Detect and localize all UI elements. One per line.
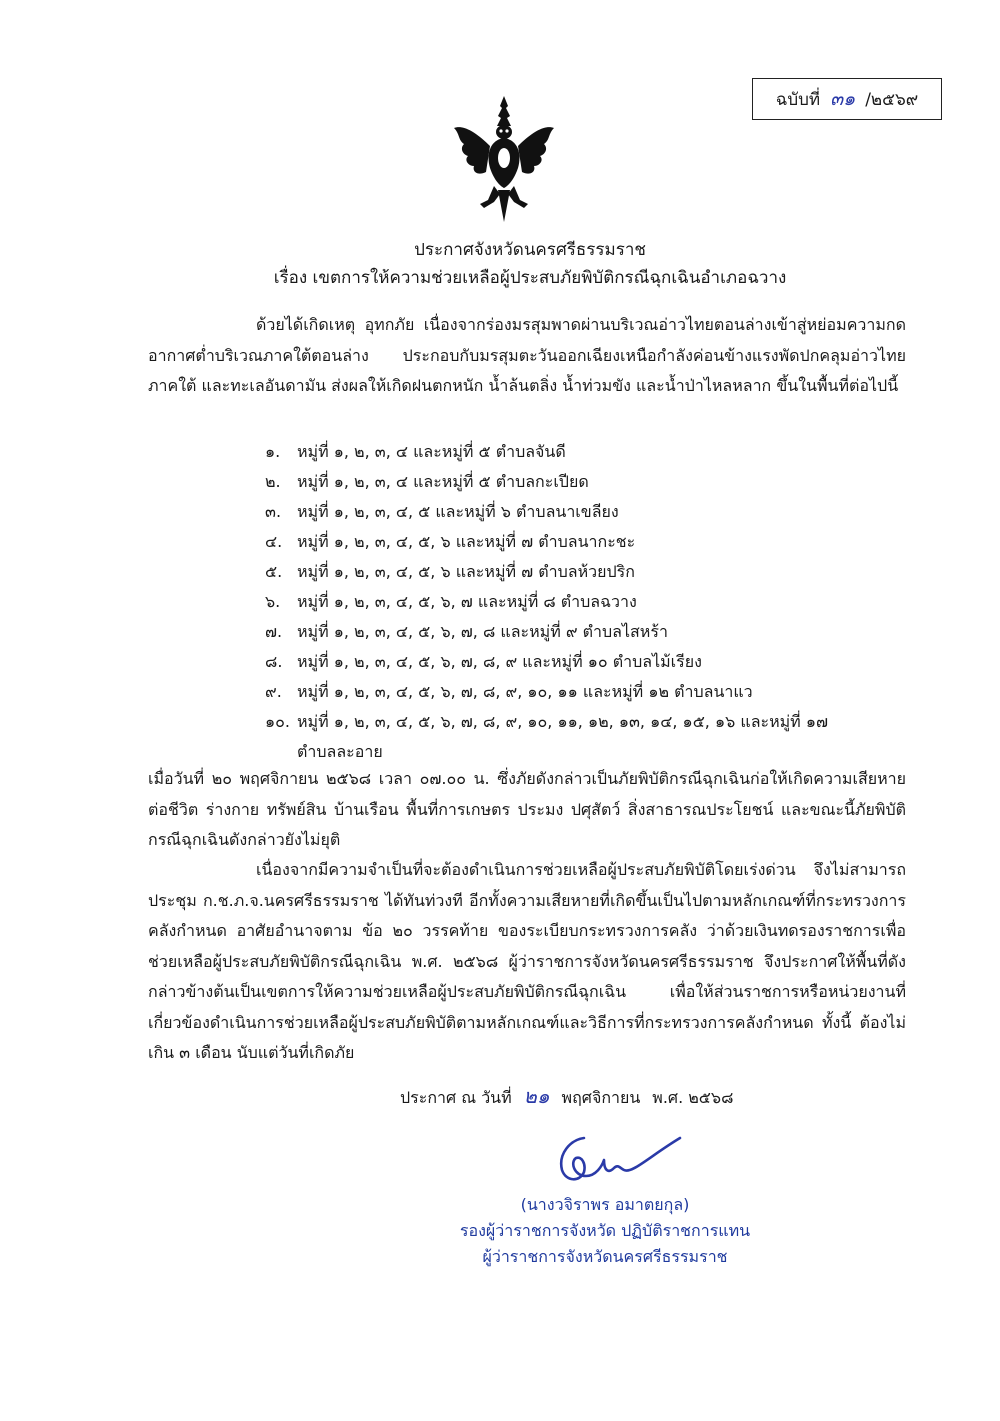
list-item bbox=[265, 647, 925, 677]
affected-area-list bbox=[265, 437, 925, 767]
list-item-number: ๙. bbox=[265, 682, 282, 701]
list-item bbox=[265, 587, 925, 617]
main-text: เนื่องจากมีความจำเป็นที่จะต้องดำเนินการช่วยเหลือผู้ประสบภัยพิบัติโดยเร่งด่วน จึงไม่สามารถประชุม ก.ช.ภ.จ.นครศรีธรรมราช ได้ทันท่วงที อีกทั้งความเสียหายที่เกิดขึ้นเป็นไปตามหลักเกณฑ์ที่กระทรวงการคลังกำหนด อาศัยอำนาจตาม ข้อ ๒๐ วรรคท้าย ของระเบียบกระทรวงการคลัง ว่าด้วยเงินทดรองราชการเพื่อช่วยเหลือผู้ประสบภัยพิบัติกรณีฉุกเฉิน พ.ศ. ๒๕๖๘ ผู้ว่าราชการจังหวัดนครศรีธรรมราช จึงประกาศให้พื้นที่ดังกล่าวข้างต้นเป็นเขตการให้ความช่วยเหลือผู้ประสบภัยพิบัติกรณีฉุกเฉิน เพื่อให้ส่วนราชการหรือหน่วยงานที่เกี่ยวข้องดำเนินการช่วยเหลือผู้ประสบภัยพิบัติตามหลักเกณฑ์และวิธีการที่กระทรวงการคลังกำหนด ทั้งนี้ ต้องไม่เกิน ๓ เดือน นับแต่วันที่เกิดภัย bbox=[148, 860, 906, 1062]
announcement-subject: เรื่อง เขตการให้ความช่วยเหลือผู้ประสบภัยพิบัติกรณีฉุกเฉินอำเภอฉวาง bbox=[273, 268, 787, 288]
list-item-text: หมู่ที่ ๑, ๒, ๓, ๔, ๕, ๖ และหมู่ที่ ๗ ตำบลนากะชะ bbox=[297, 532, 636, 551]
dateline-year: พ.ศ. ๒๕๖๘ bbox=[652, 1088, 734, 1107]
list-item bbox=[265, 617, 925, 647]
list-item bbox=[265, 707, 925, 737]
dateline-prefix: ประกาศ ณ วันที่ bbox=[400, 1088, 512, 1107]
list-item bbox=[265, 437, 925, 467]
document-number-year: /๒๕๖๙ bbox=[865, 89, 919, 110]
list-item bbox=[265, 527, 925, 557]
list-item bbox=[265, 467, 925, 497]
list-item-number: ๓. bbox=[265, 502, 282, 521]
list-item-text: หมู่ที่ ๑, ๒, ๓, ๔, ๕, ๖, ๗, ๘, ๙, ๑๐, ๑๑, ๑๒, ๑๓, ๑๔, ๑๕, ๑๖ และหมู่ที่ ๑๗ bbox=[297, 712, 828, 731]
list-item bbox=[265, 497, 925, 527]
list-item-number: ๒. bbox=[265, 472, 281, 491]
document-number-box bbox=[752, 78, 942, 120]
announcement-title: ประกาศจังหวัดนครศรีธรรมราช bbox=[414, 240, 646, 260]
list-item-number: ๖. bbox=[265, 592, 281, 611]
document-number-handwritten: ๓๑ bbox=[830, 88, 856, 110]
list-item-text: หมู่ที่ ๑, ๒, ๓, ๔, ๕, ๖ และหมู่ที่ ๗ ตำบลห้วยปริก bbox=[297, 562, 635, 581]
dateline-month: พฤศจิกายน bbox=[561, 1088, 641, 1107]
handwritten-signature bbox=[540, 1116, 690, 1196]
signer-position: รองผู้ว่าราชการจังหวัด ปฏิบัติราชการแทน bbox=[459, 1221, 751, 1240]
list-item-number: ๑๐. bbox=[265, 712, 291, 731]
list-item-text: หมู่ที่ ๑, ๒, ๓, ๔, ๕, ๖, ๗ และหมู่ที่ ๘ ตำบลฉวาง bbox=[297, 592, 637, 611]
announcement-dateline bbox=[400, 1080, 733, 1112]
list-item-number: ๑. bbox=[265, 442, 281, 461]
list-item bbox=[265, 677, 925, 707]
document-number-label: ฉบับที่ bbox=[775, 89, 821, 110]
signer-name: (นางวจิราพร อมาตยกุล) bbox=[520, 1195, 690, 1214]
list-item-number: ๗. bbox=[265, 622, 283, 641]
list-item-continuation: ตำบลละอาย bbox=[297, 742, 383, 761]
main-paragraph bbox=[148, 855, 906, 1069]
list-item-text: หมู่ที่ ๑, ๒, ๓, ๔, ๕ และหมู่ที่ ๖ ตำบลนาเขลียง bbox=[297, 502, 619, 521]
list-item-number: ๘. bbox=[265, 652, 283, 671]
list-item-number: ๔. bbox=[265, 532, 283, 551]
dateline-day-handwritten: ๒๑ bbox=[523, 1084, 550, 1108]
list-item-text: หมู่ที่ ๑, ๒, ๓, ๔ และหมู่ที่ ๕ ตำบลจันดี bbox=[297, 442, 566, 461]
intro-text: ด้วยได้เกิดเหตุ อุทกภัย เนื่องจากร่องมรสุมพาดผ่านบริเวณอ่าวไทยตอนล่างเข้าสู่หย่อมความกดอากาศต่ำบริเวณภาคใต้ตอนล่าง ประกอบกับมรสุมตะวันออกเฉียงเหนือกำลังค่อนข้างแรงพัดปกคลุมอ่าวไทย ภาคใต้ และทะเลอันดามัน ส่งผลให้เกิดฝนตกหนัก น้ำล้นตลิ่ง น้ำท่วมขัง และน้ำป่าไหลหลาก ขึ้นในพื้นที่ต่อไปนี้ bbox=[148, 315, 906, 395]
list-item-text: หมู่ที่ ๑, ๒, ๓, ๔, ๕, ๖, ๗, ๘, ๙ และหมู่ที่ ๑๐ ตำบลไม้เรียง bbox=[297, 652, 702, 671]
list-item-text: หมู่ที่ ๑, ๒, ๓, ๔, ๕, ๖, ๗, ๘, ๙, ๑๐, ๑๑ และหมู่ที่ ๑๒ ตำบลนาแว bbox=[297, 682, 753, 701]
list-item-text: หมู่ที่ ๑, ๒, ๓, ๔ และหมู่ที่ ๕ ตำบลกะเปียด bbox=[297, 472, 589, 491]
list-item-text: หมู่ที่ ๑, ๒, ๓, ๔, ๕, ๖, ๗, ๘ และหมู่ที่ ๙ ตำบลไสหร้า bbox=[297, 622, 668, 641]
list-item-number: ๕. bbox=[265, 562, 283, 581]
intro-paragraph bbox=[148, 310, 906, 402]
garuda-emblem-icon bbox=[450, 94, 558, 228]
list-item bbox=[265, 557, 925, 587]
date-paragraph: เมื่อวันที่ ๒๐ พฤศจิกายน ๒๕๖๘ เวลา ๐๗.๐๐ น. ซึ่งภัยดังกล่าวเป็นภัยพิบัติกรณีฉุกเฉินก่อให้เกิดความเสียหายต่อชีวิต ร่างกาย ทรัพย์สิน บ้านเรือน พื้นที่การเกษตร ประมง ปศุสัตว์ สิ่งสาธารณประโยชน์ และขณะนี้ภัยพิบัติกรณีฉุกเฉินดังกล่าวยังไม่ยุติ bbox=[148, 769, 906, 849]
signer-position-governor: ผู้ว่าราชการจังหวัดนครศรีธรรมราช bbox=[482, 1247, 728, 1266]
